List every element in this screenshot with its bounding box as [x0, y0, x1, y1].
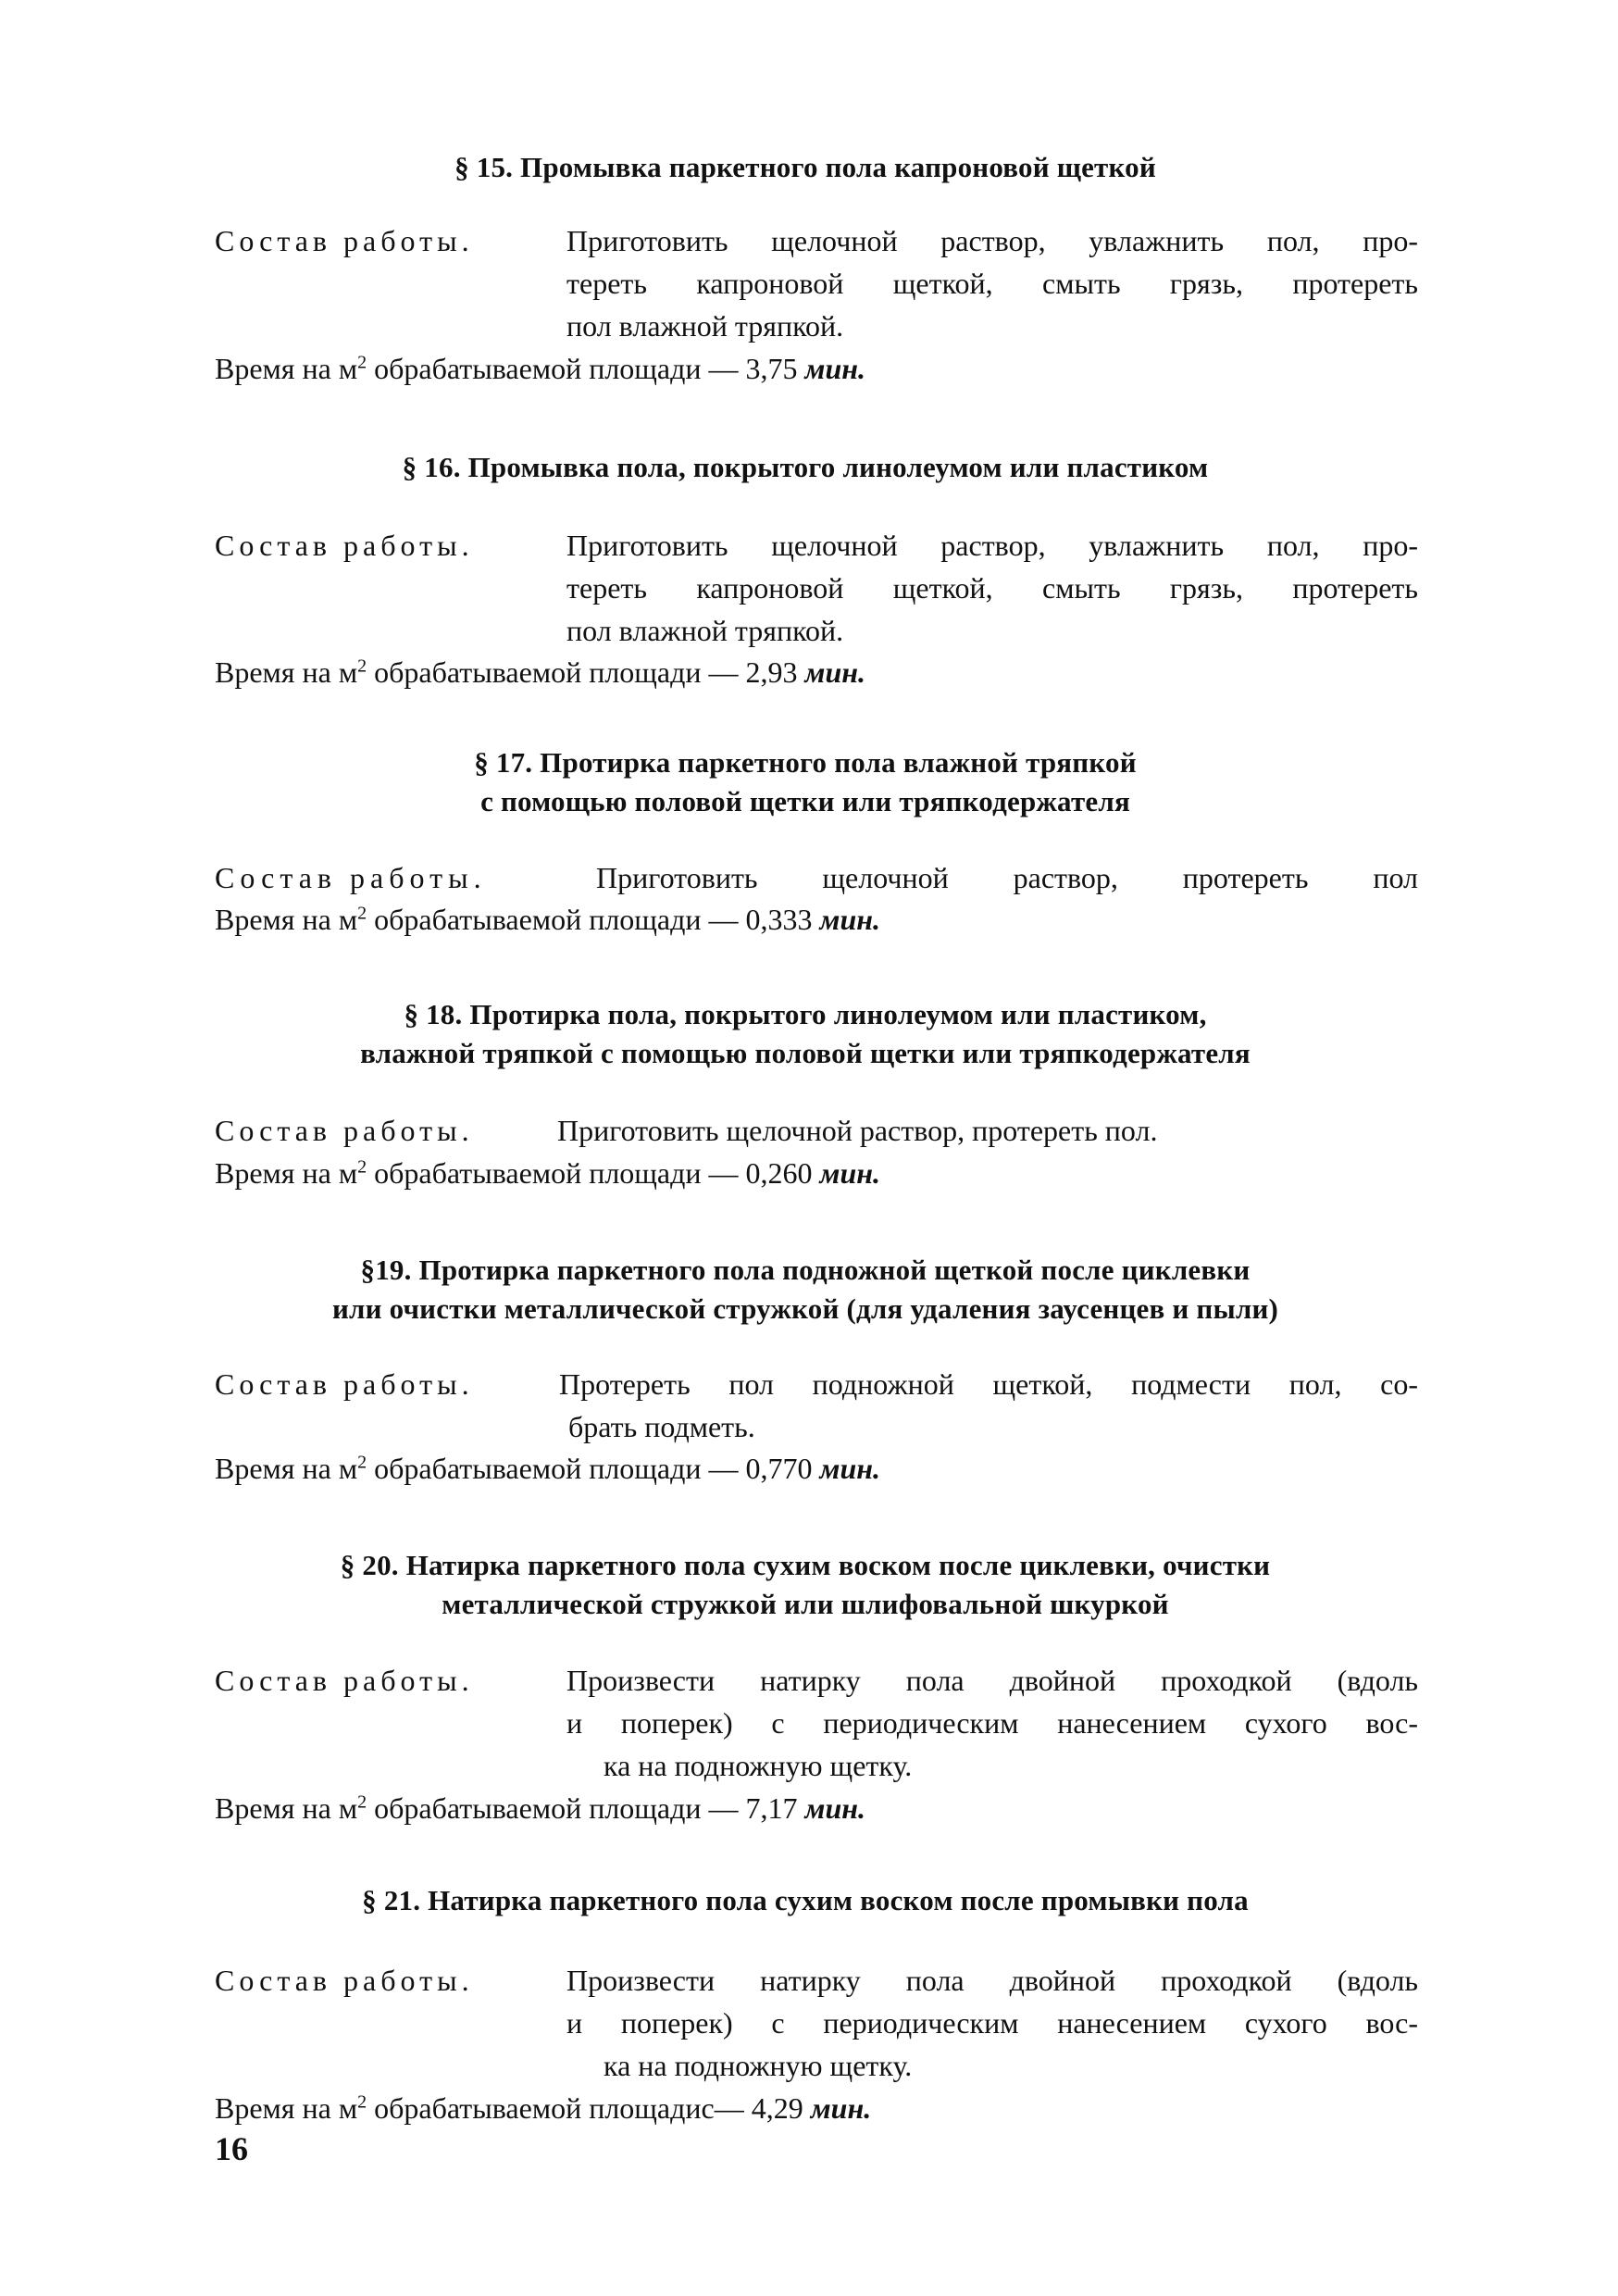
- time-unit: мин.: [810, 2091, 872, 2125]
- time-unit: мин.: [819, 1156, 881, 1190]
- time-unit: мин.: [804, 655, 866, 689]
- time-sup: 2: [357, 2091, 367, 2113]
- composition-line: Приготовить щелочной раствор, увлажнить пол, про-: [566, 224, 1418, 257]
- section-20-time: [215, 1787, 865, 1829]
- composition-line: ка на подножную щетку.: [604, 2049, 913, 2082]
- composition-line: Произвести натирку пола двойной проходкой (вдоль: [566, 1664, 1418, 1697]
- composition-label: Состав работы.: [215, 1367, 474, 1401]
- section-15-time: [215, 347, 865, 390]
- heading-line: § 15. Промывка паркетного пола капроновой щеткой: [454, 151, 1156, 183]
- page-number: 16: [215, 2130, 248, 2167]
- section-17-composition: [215, 856, 1418, 899]
- heading-line: § 16. Промывка пола, покрытого линолеумом или пластиком: [402, 451, 1209, 483]
- time-text: обрабатываемой площади — 2,93: [367, 655, 805, 689]
- time-prefix: Время на м: [215, 2091, 358, 2125]
- composition-line: Приготовить щелочной раствор, протереть пол: [596, 861, 1418, 894]
- composition-label: Состав работы.: [215, 1114, 474, 1147]
- heading-line: §19. Протирка паркетного пола подножной щеткой после циклевки: [360, 1254, 1251, 1286]
- composition-line: Протереть пол подножной щеткой, подмести пол, со-: [559, 1367, 1418, 1401]
- section-18-composition: [215, 1109, 1418, 1152]
- heading-line: или очистки металлической стружкой (для удаления заусенцев и пыли): [331, 1292, 1279, 1325]
- composition-line: и поперек) с периодическим нанесением сухого вос-: [566, 2006, 1418, 2040]
- time-unit: мин.: [804, 1791, 866, 1825]
- composition-text: [557, 1109, 1418, 1152]
- composition-line: пол влажной тряпкой.: [566, 614, 844, 647]
- composition-label: Состав работы.: [215, 861, 487, 894]
- section-16-time: [215, 651, 865, 693]
- section-21-composition: [215, 1959, 1418, 2089]
- heading-line: металлической стружкой или шлифовальной шкуркой: [442, 1588, 1169, 1620]
- time-sup: 2: [357, 655, 367, 677]
- section-20-composition: [215, 1659, 1418, 1789]
- section-17-heading: [185, 743, 1425, 821]
- composition-line: Приготовить щелочной раствор, протереть пол.: [557, 1114, 1158, 1147]
- section-19-heading: [185, 1251, 1425, 1329]
- heading-line: § 18. Протирка пола, покрытого линолеумом или пластиком,: [404, 998, 1207, 1030]
- time-text: обрабатываемой площади — 3,75: [367, 352, 805, 385]
- section-15-heading: [185, 148, 1425, 187]
- time-sup: 2: [357, 352, 367, 373]
- time-sup: 2: [357, 903, 367, 924]
- composition-text: [566, 1959, 1418, 2087]
- composition-label: Состав работы.: [215, 529, 474, 562]
- heading-line: § 20. Натирка паркетного пола сухим воском после циклевки, очистки: [340, 1549, 1271, 1581]
- composition-text: [566, 1659, 1418, 1787]
- composition-line: тереть капроновой щеткой, смыть грязь, протереть: [566, 571, 1418, 605]
- section-16-composition: [215, 524, 1418, 654]
- composition-line: Приготовить щелочной раствор, увлажнить пол, про-: [566, 529, 1418, 562]
- composition-label: Состав работы.: [215, 224, 474, 257]
- time-prefix: Время на м: [215, 655, 358, 689]
- time-unit: мин.: [804, 352, 866, 385]
- composition-text: [559, 1363, 1418, 1448]
- time-unit: мин.: [819, 1452, 881, 1485]
- time-prefix: Время на м: [215, 352, 358, 385]
- time-text: обрабатываемой площади — 0,770: [367, 1452, 820, 1485]
- composition-text: [596, 856, 1418, 899]
- time-prefix: Время на м: [215, 1452, 358, 1485]
- composition-text: [566, 524, 1418, 652]
- section-21-heading: [185, 1881, 1425, 1920]
- composition-line: пол влажной тряпкой.: [566, 309, 844, 343]
- composition-line: и поперек) с периодическим нанесением сухого вос-: [566, 1706, 1418, 1740]
- time-text: обрабатываемой площади — 0,333: [367, 903, 820, 936]
- composition-text: [566, 219, 1418, 347]
- heading-line: § 17. Протирка паркетного пола влажной тряпкой: [474, 746, 1137, 779]
- time-text: обрабатываемой площади — 7,17: [367, 1791, 805, 1825]
- section-19-time: [215, 1447, 880, 1490]
- section-19-composition: [215, 1363, 1418, 1448]
- composition-line: тереть капроновой щеткой, смыть грязь, протереть: [566, 267, 1418, 300]
- section-21-time: [215, 2087, 871, 2129]
- time-prefix: Время на м: [215, 1156, 358, 1190]
- composition-line: ка на подножную щетку.: [604, 1749, 913, 1782]
- time-prefix: Время на м: [215, 1791, 358, 1825]
- heading-line: с помощью половой щетки или тряпкодержателя: [480, 785, 1130, 817]
- time-text: обрабатываемой площади — 0,260: [367, 1156, 820, 1190]
- section-15-composition: [215, 219, 1418, 349]
- section-16-heading: [185, 448, 1425, 487]
- composition-line: Произвести натирку пола двойной проходкой (вдоль: [566, 1964, 1418, 1997]
- section-20-heading: [185, 1546, 1425, 1624]
- composition-label: Состав работы.: [215, 1664, 474, 1697]
- section-17-time: [215, 898, 880, 941]
- time-sup: 2: [357, 1452, 367, 1473]
- composition-label: Состав работы.: [215, 1964, 474, 1997]
- heading-line: влажной тряпкой с помощью половой щетки или тряпкодержателя: [360, 1037, 1251, 1069]
- time-prefix: Время на м: [215, 903, 358, 936]
- time-sup: 2: [357, 1791, 367, 1813]
- time-unit: мин.: [819, 903, 881, 936]
- time-sup: 2: [357, 1156, 367, 1178]
- heading-line: § 21. Натирка паркетного пола сухим воском после промывки пола: [362, 1884, 1249, 1916]
- time-text: обрабатываемой площадис— 4,29: [367, 2091, 811, 2125]
- composition-line: брать подметь.: [568, 1410, 755, 1443]
- section-18-heading: [185, 995, 1425, 1073]
- section-18-time: [215, 1152, 880, 1194]
